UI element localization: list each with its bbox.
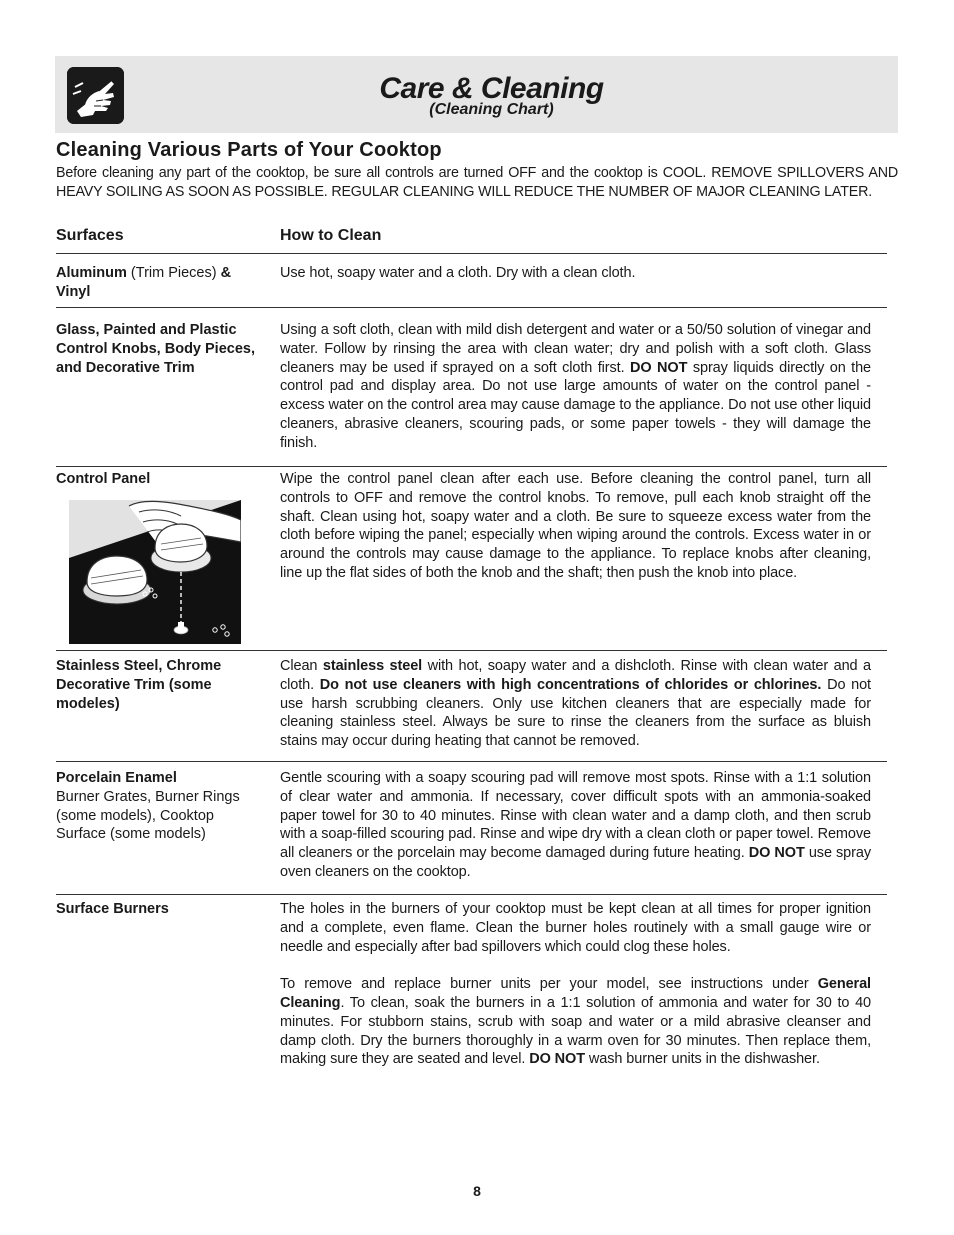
- surface-text: (Trim Pieces): [126, 265, 221, 281]
- howto-text: wash burner units in the dishwasher.: [585, 1051, 820, 1068]
- surface-bold-text: Stainless Steel, Chrome Decorative Trim (some modeles): [56, 658, 222, 712]
- surface-bold-text: Control Panel: [56, 471, 151, 487]
- surface-bold-text: Surface Burners: [56, 901, 169, 917]
- howto-text: use spray oven cleaners on the cooktop.: [280, 845, 871, 880]
- howto-bold-text: Do not use cleaners with high concentrations of chlorides or chlorines.: [319, 676, 822, 693]
- page-subtitle: (Cleaning Chart): [429, 101, 554, 118]
- row-divider: [56, 650, 887, 651]
- surface-bold-text: Vinyl: [56, 283, 91, 300]
- table-row-surface-glass-knobs: [56, 321, 256, 377]
- table-row-how-aluminum: Use hot, soapy water and a cloth. Dry with a clean cloth.: [280, 265, 636, 281]
- table-row-how-porcelain-enamel: [280, 769, 871, 882]
- row-divider: [56, 307, 887, 308]
- table-row-surface-porcelain-enamel: [56, 769, 256, 844]
- row-divider: [56, 761, 887, 762]
- table-row-surface-aluminum: [56, 264, 261, 302]
- howto-text: spray liquids directly on the control pad and display area. Do not use large amounts of water on the control panel - excess water on the control area may cause damage to the appliance. Do not use other liquid cleaners, abrasive cleaners, scouring pads, or some paper towels - they will damage the finish.: [280, 359, 872, 451]
- table-row-surface-control-panel: [56, 470, 261, 489]
- table-row-how-surface-burners: [280, 900, 871, 1069]
- howto-text: Clean: [280, 658, 323, 674]
- surface-bold-text: &: [220, 265, 232, 281]
- table-row-how-control-panel: Wipe the control panel clean after each use. Before cleaning the control panel, turn all controls to OFF and remove the control knobs. To remove, pull each knob straight off the shaft. Clean using hot, soapy water and a cloth. Be sure to squeeze excess water from the cloth before wiping the panel; especially when wiping around the controls. Excess water in or around the controls may cause damage to the appliance. To replace knobs after cleaning, line up the flat sides of both the knob and the shaft; then push the knob into place.: [280, 471, 871, 581]
- table-row-surface-surface-burners: [56, 900, 261, 919]
- table-row-how-stainless-steel: [280, 657, 871, 751]
- howto-text: with hot, soapy water and a dishcloth. Rinse with clean water and a cloth.: [280, 658, 871, 693]
- howto-text: To remove and replace burner units per your model, see instructions under: [280, 976, 818, 993]
- control-knob-illustration: [69, 500, 241, 644]
- surface-bold-text: Aluminum: [56, 265, 127, 281]
- section-heading: Cleaning Various Parts of Your Cooktop: [56, 139, 442, 161]
- surface-bold-text: Glass, Painted and Plastic Control Knobs, Body Pieces, and Decorative Trim: [56, 322, 255, 376]
- row-divider: [56, 466, 887, 467]
- howto-bold-text: DO NOT: [529, 1051, 585, 1068]
- howto-bold-text: stainless steel: [322, 658, 423, 674]
- table-row-surface-stainless-steel: [56, 657, 256, 713]
- table-row-how-glass-knobs: [280, 321, 871, 453]
- howto-paragraph: The holes in the burners of your cooktop must be kept clean at all times for proper ignition and a complete, even flame. Clean the burner holes routinely with a small gauge wire or needle and especially after bad spillovers which could clog these holes.: [280, 901, 871, 955]
- intro-paragraph: Before cleaning any part of the cooktop, be sure all controls are turned OFF and the cooktop is COOL. REMOVE SPILLOVERS AND HEAVY SOILING AS SOON AS POSSIBLE. REGULAR CLEANING WILL REDUCE THE NUMBER OF MAJOR CLEANING LATER.: [56, 165, 898, 200]
- howto-text: Gentle scouring with a soapy scouring pad will remove most spots. Rinse with a 1:1 solution of clear water and ammonia. If necessary, cover difficult spots with an ammonia-soaked paper towel for 30 to 40 minutes. Rinse with clean water and a damp cloth, and then scrub with a soap-filled scouring pad. Rinse and wipe dry with a clean cloth or paper towel. Remove all cleaners or the porcelain may become damaged during future heating.: [280, 770, 871, 862]
- howto-text: Using a soft cloth, clean with mild dish detergent and water or a 50/50 solution of vinegar and water. Follow by rinsing the area with clean water; dry and polish with a soft cloth. Glass cleaners may be used if sprayed on a soft cloth first.: [280, 322, 871, 376]
- howto-text: . To clean, soak the burners in a 1:1 solution of ammonia and water for 30 to 40 minutes. For stubborn stains, scrub with soap and water or a mild abrasive cleanser and damp cloth. Dry the burners thoroughly in a warm oven for 30 minutes. Then replace them, making sure they are seated and level.: [280, 994, 871, 1068]
- howto-bold-text: DO NOT: [630, 359, 688, 376]
- table-header-rule: [56, 253, 887, 254]
- howto-paragraph: [280, 975, 871, 1069]
- column-header-how-to-clean: How to Clean: [280, 227, 382, 244]
- howto-text: Do not use harsh scrubbing cleaners. Only use kitchen cleaners that are especially made for cleaning stainless steel. Always be sure to rinse the cleaners from the surface as bluish stains may occur during heating that cannot be removed.: [280, 676, 871, 750]
- howto-bold-text: DO NOT: [748, 845, 805, 862]
- page-title: Care & Cleaning: [379, 72, 604, 105]
- surface-text: Burner Grates, Burner Rings (some models), Cooktop Surface (some models): [56, 788, 240, 843]
- header-band: [55, 56, 898, 133]
- column-header-surfaces: Surfaces: [56, 227, 124, 244]
- surface-bold-text: Porcelain Enamel: [56, 770, 177, 786]
- page-number: 8: [473, 1183, 481, 1199]
- howto-bold-text: General Cleaning: [280, 976, 871, 1011]
- row-divider: [56, 894, 887, 895]
